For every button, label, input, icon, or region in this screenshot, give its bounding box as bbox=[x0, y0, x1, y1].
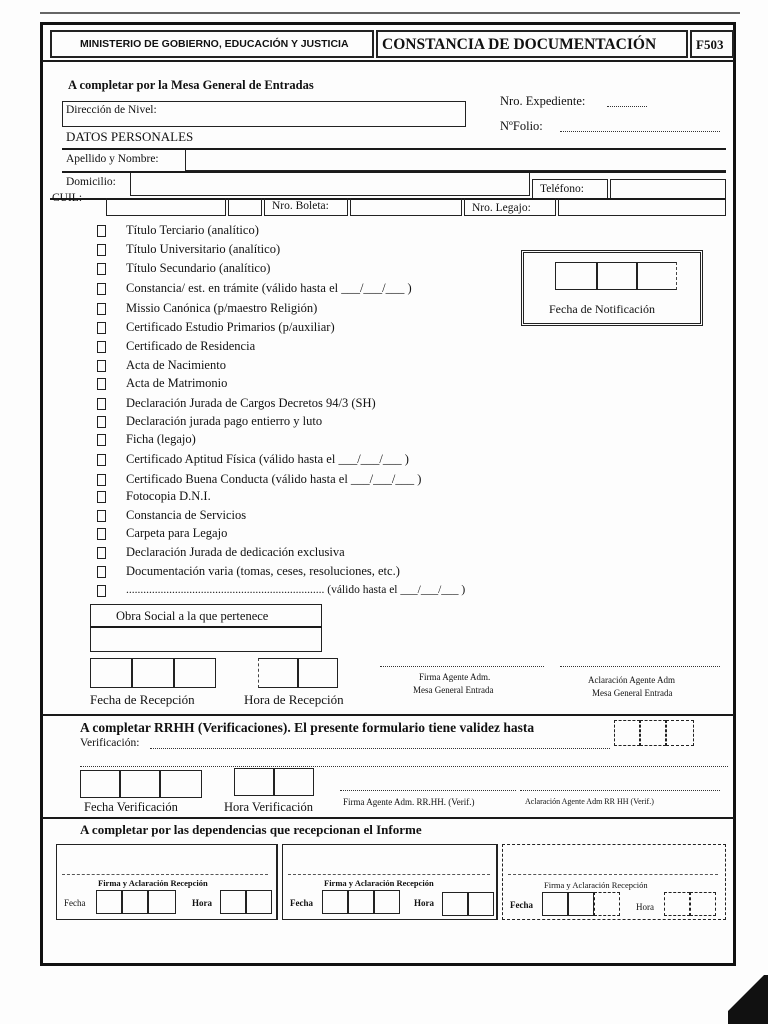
panel-3-fecha-label: Fecha bbox=[510, 900, 533, 910]
section-b-heading: A completar RRHH (Verificaciones). El presente formulario tiene validez hasta bbox=[80, 720, 535, 735]
checklist-item: Documentación varia (tomas, ceses, resoluciones, etc.) bbox=[126, 564, 400, 578]
verificacion-month[interactable] bbox=[120, 770, 160, 798]
panel-3-hora-label: Hora bbox=[636, 902, 654, 912]
section-c-divider bbox=[42, 817, 734, 819]
checkbox-11[interactable] bbox=[97, 434, 106, 446]
aclaracion-agente-line[interactable] bbox=[560, 666, 720, 667]
verificacion-year[interactable] bbox=[160, 770, 202, 798]
recepcion-year[interactable] bbox=[174, 658, 216, 688]
checkbox-6[interactable] bbox=[97, 341, 106, 353]
verificacion-minute[interactable] bbox=[274, 768, 314, 796]
validez-day[interactable] bbox=[614, 720, 640, 746]
section-c-heading: A completar por las dependencias que recepcionan el Informe bbox=[80, 822, 422, 837]
checklist-item: Declaración Jurada de dedicación exclusiva bbox=[126, 545, 345, 559]
expediente-label: Nro. Expediente: bbox=[500, 94, 586, 108]
checkbox-1[interactable] bbox=[97, 244, 106, 256]
domicilio-label: Domicilio: bbox=[66, 176, 116, 188]
telefono-field[interactable] bbox=[610, 179, 726, 199]
checklist-item: Certificado Buena Conducta (válido hasta el ___/___/___ ) bbox=[126, 472, 422, 486]
header-bottom-line bbox=[42, 60, 734, 62]
aclaracion-mesa-label: Mesa General Entrada bbox=[592, 688, 673, 698]
checklist-item: Constancia/ est. en trámite (válido hasta el ___/___/___ ) bbox=[126, 281, 412, 295]
expediente-field[interactable] bbox=[607, 106, 647, 107]
section-a-heading: A completar por la Mesa General de Entradas bbox=[68, 78, 314, 92]
panel-2-year[interactable] bbox=[374, 890, 400, 914]
hora-recepcion-label: Hora de Recepción bbox=[244, 692, 344, 707]
checkbox-15[interactable] bbox=[97, 510, 106, 522]
checklist-item: Título Secundario (analítico) bbox=[126, 261, 271, 275]
legajo-field[interactable] bbox=[558, 198, 726, 216]
legajo-label: Nro. Legajo: bbox=[472, 202, 531, 214]
section-b-divider bbox=[42, 714, 734, 716]
checkbox-18[interactable] bbox=[97, 566, 106, 578]
panel-1-month[interactable] bbox=[122, 890, 148, 914]
panel-1-hour[interactable] bbox=[220, 890, 246, 914]
notificacion-day[interactable] bbox=[555, 262, 597, 290]
direccion-label: Dirección de Nivel: bbox=[66, 104, 157, 116]
ministry-name: MINISTERIO DE GOBIERNO, EDUCACIÓN Y JUSTICIA bbox=[80, 38, 349, 50]
firma-rrhh-line[interactable] bbox=[340, 790, 516, 791]
panel-2-minute[interactable] bbox=[468, 892, 494, 916]
recepcion-minute[interactable] bbox=[298, 658, 338, 688]
checkbox-7[interactable] bbox=[97, 360, 106, 372]
panel-2-signature-line[interactable] bbox=[288, 874, 490, 875]
datos-personales-heading: DATOS PERSONALES bbox=[66, 129, 194, 144]
panel-3-year[interactable] bbox=[594, 892, 620, 916]
verificacion-line-2[interactable] bbox=[80, 766, 728, 767]
cuil-field-2[interactable] bbox=[228, 198, 262, 216]
checklist-item: Constancia de Servicios bbox=[126, 508, 247, 522]
checkbox-0[interactable] bbox=[97, 225, 106, 237]
panel-1-fecha-label: Fecha bbox=[64, 898, 86, 908]
checkbox-9[interactable] bbox=[97, 398, 106, 410]
checklist-item: Carpeta para Legajo bbox=[126, 526, 228, 540]
checklist-item: Título Universitario (analítico) bbox=[126, 242, 281, 256]
checkbox-19[interactable] bbox=[97, 585, 106, 597]
form-code: F503 bbox=[696, 37, 724, 52]
checkbox-13[interactable] bbox=[97, 474, 106, 486]
panel-1-year[interactable] bbox=[148, 890, 176, 914]
panel-1-minute[interactable] bbox=[246, 890, 272, 914]
validez-month[interactable] bbox=[640, 720, 666, 746]
panel-2-day[interactable] bbox=[322, 890, 348, 914]
scan-corner-shadow bbox=[728, 975, 768, 1024]
validez-year[interactable] bbox=[666, 720, 694, 746]
checklist-item: Ficha (legajo) bbox=[126, 432, 196, 446]
panel-1-hora-label: Hora bbox=[192, 898, 212, 908]
firma-agente-line[interactable] bbox=[380, 666, 544, 667]
form-title: CONSTANCIA DE DOCUMENTACIÓN bbox=[382, 36, 657, 53]
checklist-item: Missio Canónica (p/maestro Religión) bbox=[126, 301, 318, 315]
fecha-recepcion-label: Fecha de Recepción bbox=[90, 692, 195, 707]
boleta-label: Nro. Boleta: bbox=[272, 200, 329, 212]
folio-label: NºFolio: bbox=[500, 119, 543, 133]
cuil-field[interactable] bbox=[106, 198, 226, 216]
firma-mesa-label: Mesa General Entrada bbox=[413, 685, 494, 695]
apellido-field[interactable] bbox=[185, 150, 726, 171]
panel-3-month[interactable] bbox=[568, 892, 594, 916]
fecha-verificacion-label: Fecha Verificación bbox=[84, 800, 178, 814]
notificacion-label: Fecha de Notificación bbox=[549, 302, 655, 316]
panel-1-signature-line[interactable] bbox=[62, 874, 268, 875]
recepcion-month[interactable] bbox=[132, 658, 174, 688]
notificacion-month[interactable] bbox=[597, 262, 637, 290]
panel-1-day[interactable] bbox=[96, 890, 122, 914]
scan-top-line bbox=[40, 12, 740, 14]
firma-rrhh-label: Firma Agente Adm. RR.HH. (Verif.) bbox=[343, 797, 475, 807]
boleta-field[interactable] bbox=[350, 198, 462, 216]
firma-agente-label: Firma Agente Adm. bbox=[419, 672, 491, 682]
checkbox-10[interactable] bbox=[97, 416, 106, 428]
domicilio-field[interactable] bbox=[130, 173, 530, 196]
verificacion-line-1[interactable] bbox=[150, 748, 610, 749]
panel-3-signature-line[interactable] bbox=[508, 874, 718, 875]
panel-1-firma-label: Firma y Aclaración Recepción bbox=[98, 878, 208, 888]
checkbox-5[interactable] bbox=[97, 322, 106, 334]
checkbox-14[interactable] bbox=[97, 491, 106, 503]
checkbox-2[interactable] bbox=[97, 263, 106, 275]
panel-2-firma-label: Firma y Aclaración Recepción bbox=[324, 878, 434, 888]
verificacion-label: Verificación: bbox=[80, 737, 140, 749]
notificacion-year[interactable] bbox=[637, 262, 677, 290]
checklist-item: Declaración Jurada de Cargos Decretos 94/3 (SH) bbox=[126, 396, 376, 410]
checkbox-3[interactable] bbox=[97, 283, 106, 295]
aclaracion-agente-label: Aclaración Agente Adm bbox=[588, 675, 675, 685]
cuil-label: CUIL: bbox=[52, 192, 83, 204]
recepcion-hour[interactable] bbox=[258, 658, 298, 688]
checklist-item: Certificado Estudio Primarios (p/auxiliar) bbox=[126, 320, 335, 334]
apellido-label: Apellido y Nombre: bbox=[66, 153, 159, 165]
hora-verificacion-label: Hora Verificación bbox=[224, 800, 313, 814]
panel-3-firma-label: Firma y Aclaración Recepción bbox=[544, 880, 648, 890]
panel-3-minute[interactable] bbox=[690, 892, 716, 916]
panel-2-fecha-label: Fecha bbox=[290, 898, 313, 908]
panel-3-hour[interactable] bbox=[664, 892, 690, 916]
panel-2-hora-label: Hora bbox=[414, 898, 434, 908]
folio-field[interactable] bbox=[560, 131, 720, 132]
checklist-item: Fotocopia D.N.I. bbox=[126, 489, 211, 503]
checklist-item: Título Terciario (analítico) bbox=[126, 223, 259, 237]
obra-social-label: Obra Social a la que pertenece bbox=[116, 609, 269, 623]
checklist-item: ..................................................................... (válido hasta el ___/___/___ ) bbox=[126, 584, 466, 596]
verificacion-hour[interactable] bbox=[234, 768, 274, 796]
checkbox-4[interactable] bbox=[97, 303, 106, 315]
checklist-item: Certificado Aptitud Física (válido hasta el ___/___/___ ) bbox=[126, 452, 409, 466]
panel-2-hour[interactable] bbox=[442, 892, 468, 916]
verificacion-day[interactable] bbox=[80, 770, 120, 798]
checklist-item: Certificado de Residencia bbox=[126, 339, 256, 353]
checklist-item: Declaración jurada pago entierro y luto bbox=[126, 414, 323, 428]
checkbox-12[interactable] bbox=[97, 454, 106, 466]
checklist-item: Acta de Nacimiento bbox=[126, 358, 226, 372]
checkbox-8[interactable] bbox=[97, 378, 106, 390]
checkbox-17[interactable] bbox=[97, 547, 106, 559]
checkbox-16[interactable] bbox=[97, 528, 106, 540]
panel-3-day[interactable] bbox=[542, 892, 568, 916]
aclaracion-rrhh-label: Aclaración Agente Adm RR HH (Verif.) bbox=[525, 797, 654, 806]
panel-2-month[interactable] bbox=[348, 890, 374, 914]
aclaracion-rrhh-line[interactable] bbox=[520, 790, 720, 791]
recepcion-day[interactable] bbox=[90, 658, 132, 688]
obra-social-field[interactable] bbox=[92, 628, 320, 650]
telefono-label: Teléfono: bbox=[540, 183, 584, 195]
checklist-item: Acta de Matrimonio bbox=[126, 376, 228, 390]
